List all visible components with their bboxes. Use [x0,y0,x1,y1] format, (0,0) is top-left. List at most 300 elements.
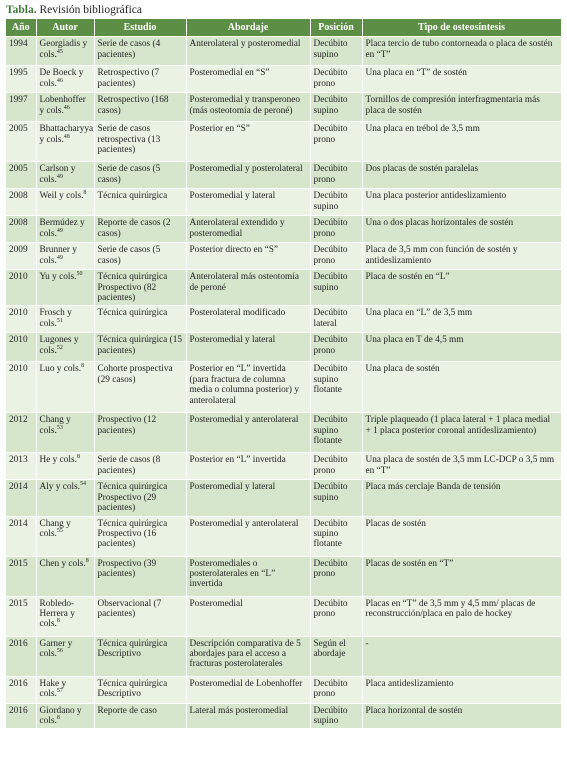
cell-study-text: Serie de casos (4 pacientes) [97,39,161,60]
cell-author [36,189,94,216]
cell-fixation-type [362,516,561,556]
table-row [6,306,561,333]
cell-study-text: Observacional (7 pacientes) [97,598,162,620]
header-author: Autor [36,19,94,37]
reference-number: 49 [56,173,63,180]
cell-year [6,122,36,162]
table-row [6,556,561,596]
cell-year [6,216,36,243]
cell-study-text: Técnica quirúrgica Prospectivo (29 pacientes) [97,482,168,514]
cell-fixation-type [362,636,561,676]
cell-position-text: Decúbito supino [313,705,348,727]
cell-study-text: Prospectivo (12 pacientes) [97,415,157,436]
cell-fixation-type-text: Una placa de sostén de 3,5 mm LC-DCP o 3,5 mm en “T” [365,455,555,476]
cell-study [94,480,186,516]
cell-year [6,270,36,306]
cell-year [6,636,36,676]
cell-position-text: Decúbito prono [313,678,348,700]
cell-fixation-type-text: Una placa en “T” de sostén [365,68,467,79]
cell-study-text: Reporte de casos (2 casos) [97,218,171,239]
table-row [6,66,561,93]
cell-approach [186,333,310,362]
cell-study [94,333,186,362]
cell-approach-text: Posteromedial y anterolateral [189,518,299,529]
cell-fixation-type-text: Una placa en “L” de 3,5 mm [365,308,473,319]
cell-position [310,596,362,636]
cell-position [310,122,362,162]
cell-study [94,162,186,189]
reference-number: 53 [56,424,63,431]
cell-fixation-type [362,216,561,243]
table-row [6,122,561,162]
cell-approach-text: Posteromedial y lateral [189,335,276,346]
cell-fixation-type-text: Una placa posterior antideslizamiento [365,191,507,202]
cell-approach [186,413,310,453]
cell-study [94,66,186,93]
reference-number: 51 [56,317,63,324]
cell-approach [186,516,310,556]
cell-fixation-type [362,37,561,66]
cell-author-text: Chang y cols. [39,518,71,540]
cell-position-text: Decúbito supino [313,95,348,116]
cell-position [310,516,362,556]
cell-study [94,703,186,728]
cell-study-text: Técnica quirúrgica [97,308,168,319]
cell-fixation-type-text: Placa de sostén en “L” [365,272,450,283]
cell-approach-text: Posterior en “L” invertida [189,455,286,466]
table-header-row [6,19,561,37]
cell-approach-text: Posteromedial y transperoneo (más osteotomía de peroné) [189,95,301,116]
cell-study [94,556,186,596]
cell-author [36,270,94,306]
cell-approach-text: Posterior en “L” invertida (para fractura de columna media o columna posterior) y anterolateral [189,364,299,406]
cell-author [36,216,94,243]
cell-fixation-type-text: - [365,638,369,649]
cell-study-text: Técnica quirúrgica Prospectivo (16 pacientes) [97,518,168,550]
reference-number: 50 [76,271,83,278]
cell-year-text: 2010 [9,335,28,346]
table-row [6,516,561,556]
table-row [6,333,561,362]
cell-approach [186,122,310,162]
cell-study-text: Serie de casos (5 casos) [97,164,161,185]
cell-position-text: Decúbito supino flotante [313,415,348,447]
cell-position-text: Decúbito prono [313,218,348,239]
cell-study-text: Reporte de caso [97,705,157,716]
cell-position [310,216,362,243]
cell-approach [186,556,310,596]
table-row [6,636,561,676]
cell-fixation-type-text: Una o dos placas horizontales de sostén [365,218,514,229]
cell-fixation-type-text: Dos placas de sostén paralelas [365,164,479,175]
cell-position-text: Decúbito supino [313,482,348,503]
cell-position [310,556,362,596]
table-row [6,480,561,516]
cell-fixation-type [362,93,561,122]
cell-year-text: 2008 [9,218,28,229]
cell-year-text: 2014 [9,482,28,493]
cell-study-text: Serie de casos (8 pacientes) [97,455,161,476]
cell-study [94,306,186,333]
cell-fixation-type-text: Una placa en T de 4,5 mm [365,335,464,346]
reference-number: 56 [56,647,63,654]
cell-author-text: Hake y cols. [39,678,67,700]
cell-position [310,703,362,728]
cell-approach [186,362,310,413]
cell-author-text: Aly y cols. [39,482,81,493]
cell-fixation-type-text: Triple plaqueado (1 placa lateral + 1 placa medial + 1 placa posterior coronal antideslizamiento) [365,415,551,436]
cell-fixation-type [362,270,561,306]
reference-number: 48 [63,133,70,140]
cell-approach-text: Posteromedial en “S” [189,68,270,79]
cell-approach-text: Posteromedial y posterolateral [189,164,303,175]
cell-year [6,596,36,636]
cell-author [36,596,94,636]
cell-approach-text: Anterolateral extendido y posteromedial [189,218,285,239]
cell-year [6,162,36,189]
cell-author [36,362,94,413]
cell-study [94,676,186,703]
cell-study [94,596,186,636]
cell-fixation-type-text: Placas de sostén en “T” [365,558,454,569]
cell-study-text: Prospectivo (39 pacientes) [97,558,157,580]
cell-year [6,556,36,596]
cell-author [36,703,94,728]
cell-study-text: Técnica quirúrgica (15 pacientes) [97,335,182,356]
cell-position-text: Decúbito prono [313,164,348,185]
table-row [6,703,561,728]
cell-approach [186,66,310,93]
cell-fixation-type-text: Placa horizontal de sostén [365,705,463,716]
cell-approach [186,243,310,270]
caption-label: Tabla. [6,4,37,16]
cell-approach [186,676,310,703]
cell-year [6,676,36,703]
table-row [6,216,561,243]
cell-author [36,66,94,93]
cell-author [36,453,94,480]
cell-author [36,122,94,162]
reference-number: 8 [83,190,87,197]
caption-text: Revisión bibliográfica [39,4,142,16]
cell-study-text: Retrospectivo (7 pacientes) [97,68,160,89]
cell-author-text: Brunner y cols. [39,245,77,266]
cell-position [310,189,362,216]
cell-study-text: Serie de casos retrospectiva (13 pacientes) [97,124,161,155]
cell-author-text: Robledo-Herrera y cols. [39,598,75,630]
cell-position-text: Decúbito supino flotante [313,364,348,396]
cell-fixation-type [362,66,561,93]
cell-year [6,413,36,453]
cell-approach-text: Posteromedial [189,598,243,609]
table-row [6,676,561,703]
cell-study-text: Técnica quirúrgica Descriptivo [97,638,168,660]
cell-study [94,122,186,162]
cell-year [6,480,36,516]
cell-author-text: Georgiadis y cols. [39,39,88,60]
cell-year-text: 2012 [9,415,28,426]
cell-author [36,556,94,596]
cell-study [94,189,186,216]
cell-position-text: Decúbito prono [313,68,348,89]
cell-fixation-type [362,676,561,703]
cell-position-text: Decúbito supino [313,39,348,60]
cell-study [94,270,186,306]
cell-approach-text: Posterior en “S” [189,124,250,135]
cell-position-text: Decúbito supino [313,272,348,293]
reference-number: 49 [56,254,63,261]
cell-position-text: Decúbito prono [313,245,348,266]
cell-study [94,93,186,122]
cell-study-text: Serie de casos (5 casos) [97,245,161,266]
cell-year [6,453,36,480]
reference-number: 55 [56,527,63,534]
cell-year [6,333,36,362]
cell-position [310,66,362,93]
cell-year-text: 2010 [9,272,28,283]
cell-author-text: Lugones y cols. [39,335,79,356]
cell-approach [186,162,310,189]
cell-position [310,413,362,453]
cell-author-text: Bhattacharyya y cols. [39,124,94,145]
cell-approach-text: Posteromedial y lateral [189,482,276,493]
cell-fixation-type-text: Una placa en trébol de 3,5 mm [365,124,480,135]
table-caption [6,4,561,16]
cell-author [36,162,94,189]
cell-year [6,37,36,66]
cell-author-text: Weil y cols. [39,191,84,202]
cell-fixation-type [362,413,561,453]
cell-author [36,480,94,516]
cell-approach-text: Posteromediales o posterolaterales en “L” invertida [189,558,276,590]
cell-position-text: Decúbito supino flotante [313,518,348,550]
table-row [6,93,561,122]
cell-approach-text: Anterolateral más osteotomía de peroné [189,272,299,293]
cell-fixation-type-text: Placas de sostén [365,518,426,529]
cell-approach [186,93,310,122]
reference-number: 46 [63,104,70,111]
cell-fixation-type [362,703,561,728]
cell-fixation-type-text: Una placa de sostén [365,364,440,375]
cell-position [310,306,362,333]
literature-review-table [6,19,562,728]
cell-author-text: Garner y cols. [39,638,73,660]
cell-year [6,516,36,556]
table-row [6,243,561,270]
cell-year [6,93,36,122]
cell-fixation-type [362,306,561,333]
cell-year-text: 2009 [9,245,28,256]
cell-position [310,93,362,122]
cell-position [310,333,362,362]
cell-year-text: 2013 [9,455,28,466]
table-body [6,37,561,729]
reference-number: 46 [56,77,63,84]
cell-year [6,66,36,93]
cell-year-text: 2016 [9,678,28,689]
cell-study [94,216,186,243]
cell-author-text: Carlson y cols. [39,164,76,185]
cell-approach [186,37,310,66]
cell-approach [186,480,310,516]
cell-position-text: Según el abordaje [313,638,346,660]
cell-year [6,189,36,216]
cell-year-text: 2010 [9,308,28,319]
header-study: Estudio [94,19,186,37]
cell-year [6,306,36,333]
cell-year-text: 1995 [9,68,28,79]
cell-position-text: Decúbito prono [313,455,348,476]
cell-approach-text: Descripción comparativa de 5 abordajes para el acceso a fracturas posterolaterales [189,638,301,670]
cell-author [36,37,94,66]
cell-fixation-type [362,243,561,270]
cell-fixation-type-text: Placa más cerclaje Banda de tensión [365,482,501,493]
cell-approach-text: Lateral más posteromedial [189,705,289,716]
table-row [6,596,561,636]
cell-study [94,37,186,66]
reference-number: 8 [85,557,89,564]
cell-study [94,516,186,556]
cell-author [36,636,94,676]
cell-position-text: Decúbito lateral [313,308,348,329]
cell-approach-text: Posteromedial y lateral [189,191,276,202]
cell-year-text: 2016 [9,638,28,649]
cell-year [6,362,36,413]
cell-position [310,37,362,66]
cell-year-text: 1997 [9,95,28,106]
cell-year-text: 2015 [9,558,28,569]
cell-fixation-type [362,453,561,480]
table-row [6,37,561,66]
header-position: Posición [310,19,362,37]
cell-year-text: 1994 [9,39,28,50]
reference-number: 52 [56,344,63,351]
cell-approach [186,189,310,216]
cell-position [310,480,362,516]
table-row [6,453,561,480]
cell-position [310,162,362,189]
cell-author-text: Yu y cols. [39,272,77,283]
cell-fixation-type-text: Placa tercio de tubo contorneada o placa de sostén en “T” [365,39,553,60]
cell-year-text: 2015 [9,598,28,609]
cell-study [94,453,186,480]
cell-author-text: Chen y cols. [39,558,86,569]
cell-study-text: Técnica quirúrgica Descriptivo [97,678,168,700]
cell-study-text: Cohorte prospectiva (29 casos) [97,364,173,385]
cell-author-text: Giordano y cols. [39,705,82,727]
reference-number: 49 [56,227,63,234]
cell-position-text: Decúbito prono [313,598,348,620]
cell-author-text: Bermúdez y cols. [39,218,85,239]
cell-position-text: Decúbito prono [313,124,348,145]
cell-approach-text: Posterior directo en “S” [189,245,279,256]
cell-approach [186,306,310,333]
table-row [6,362,561,413]
cell-year-text: 2010 [9,364,28,375]
cell-fixation-type [362,362,561,413]
cell-approach-text: Posterolateral modificado [189,308,286,319]
cell-author-text: De Boeck y cols. [39,68,84,89]
cell-author [36,243,94,270]
cell-year-text: 2014 [9,518,28,529]
cell-position [310,676,362,703]
cell-approach-text: Posteromedial de Lobenhoffer [189,678,303,689]
cell-fixation-type [362,556,561,596]
cell-fixation-type [362,480,561,516]
cell-author [36,516,94,556]
cell-approach-text: Anterolateral y posteromedial [189,39,301,50]
reference-number: 57 [56,687,63,694]
cell-approach [186,596,310,636]
cell-fixation-type-text: Tornillos de compresión interfragmentaria más placa de sostén [365,95,540,116]
cell-fixation-type-text: Placa de 3,5 mm con función de sostén y antideslizamiento [365,245,518,266]
cell-position [310,636,362,676]
cell-study [94,636,186,676]
cell-approach [186,703,310,728]
cell-author [36,676,94,703]
cell-fixation-type-text: Placa antideslizamiento [365,678,454,689]
table-row [6,413,561,453]
cell-fixation-type-text: Placas en “T” de 3,5 mm y 4,5 mm/ placas de reconstrucción/placa en palo de hockey [365,598,536,620]
cell-year-text: 2005 [9,164,28,175]
cell-author [36,306,94,333]
cell-fixation-type [362,189,561,216]
cell-position [310,270,362,306]
cell-position-text: Decúbito prono [313,558,348,580]
cell-year [6,243,36,270]
cell-study [94,243,186,270]
cell-approach [186,636,310,676]
cell-fixation-type [362,596,561,636]
cell-approach [186,270,310,306]
cell-author-text: He y cols. [39,455,77,466]
cell-study-text: Retrospectivo (168 casos) [97,95,169,116]
cell-study [94,413,186,453]
reference-number: 8 [81,363,85,370]
cell-fixation-type [362,162,561,189]
cell-position-text: Decúbito prono [313,335,348,356]
header-approach: Abordaje [186,19,310,37]
cell-approach [186,453,310,480]
cell-author [36,333,94,362]
cell-approach [186,216,310,243]
cell-year [6,703,36,728]
cell-study-text: Técnica quirúrgica [97,191,168,202]
cell-position [310,362,362,413]
cell-position-text: Decúbito supino [313,191,348,212]
cell-author [36,413,94,453]
cell-author [36,93,94,122]
cell-author-text: Lobenhoffer y cols. [39,95,86,116]
cell-study [94,362,186,413]
cell-fixation-type [362,122,561,162]
table-row [6,189,561,216]
cell-year-text: 2005 [9,124,28,135]
cell-approach-text: Posteromedial y anterolateral [189,415,299,426]
cell-author-text: Luo y cols. [39,364,82,375]
header-year: Año [6,19,36,37]
cell-year-text: 2008 [9,191,28,202]
cell-study-text: Técnica quirúrgica Prospectivo (82 pacientes) [97,272,168,303]
reference-number: 8 [56,714,60,721]
reference-number: 8 [76,454,80,461]
reference-number: 54 [80,481,87,488]
cell-author-text: Chang y cols. [39,415,71,436]
table-row [6,270,561,306]
cell-year-text: 2016 [9,705,28,716]
cell-author-text: Frosch y cols. [39,308,72,329]
reference-number: 45 [56,48,63,55]
